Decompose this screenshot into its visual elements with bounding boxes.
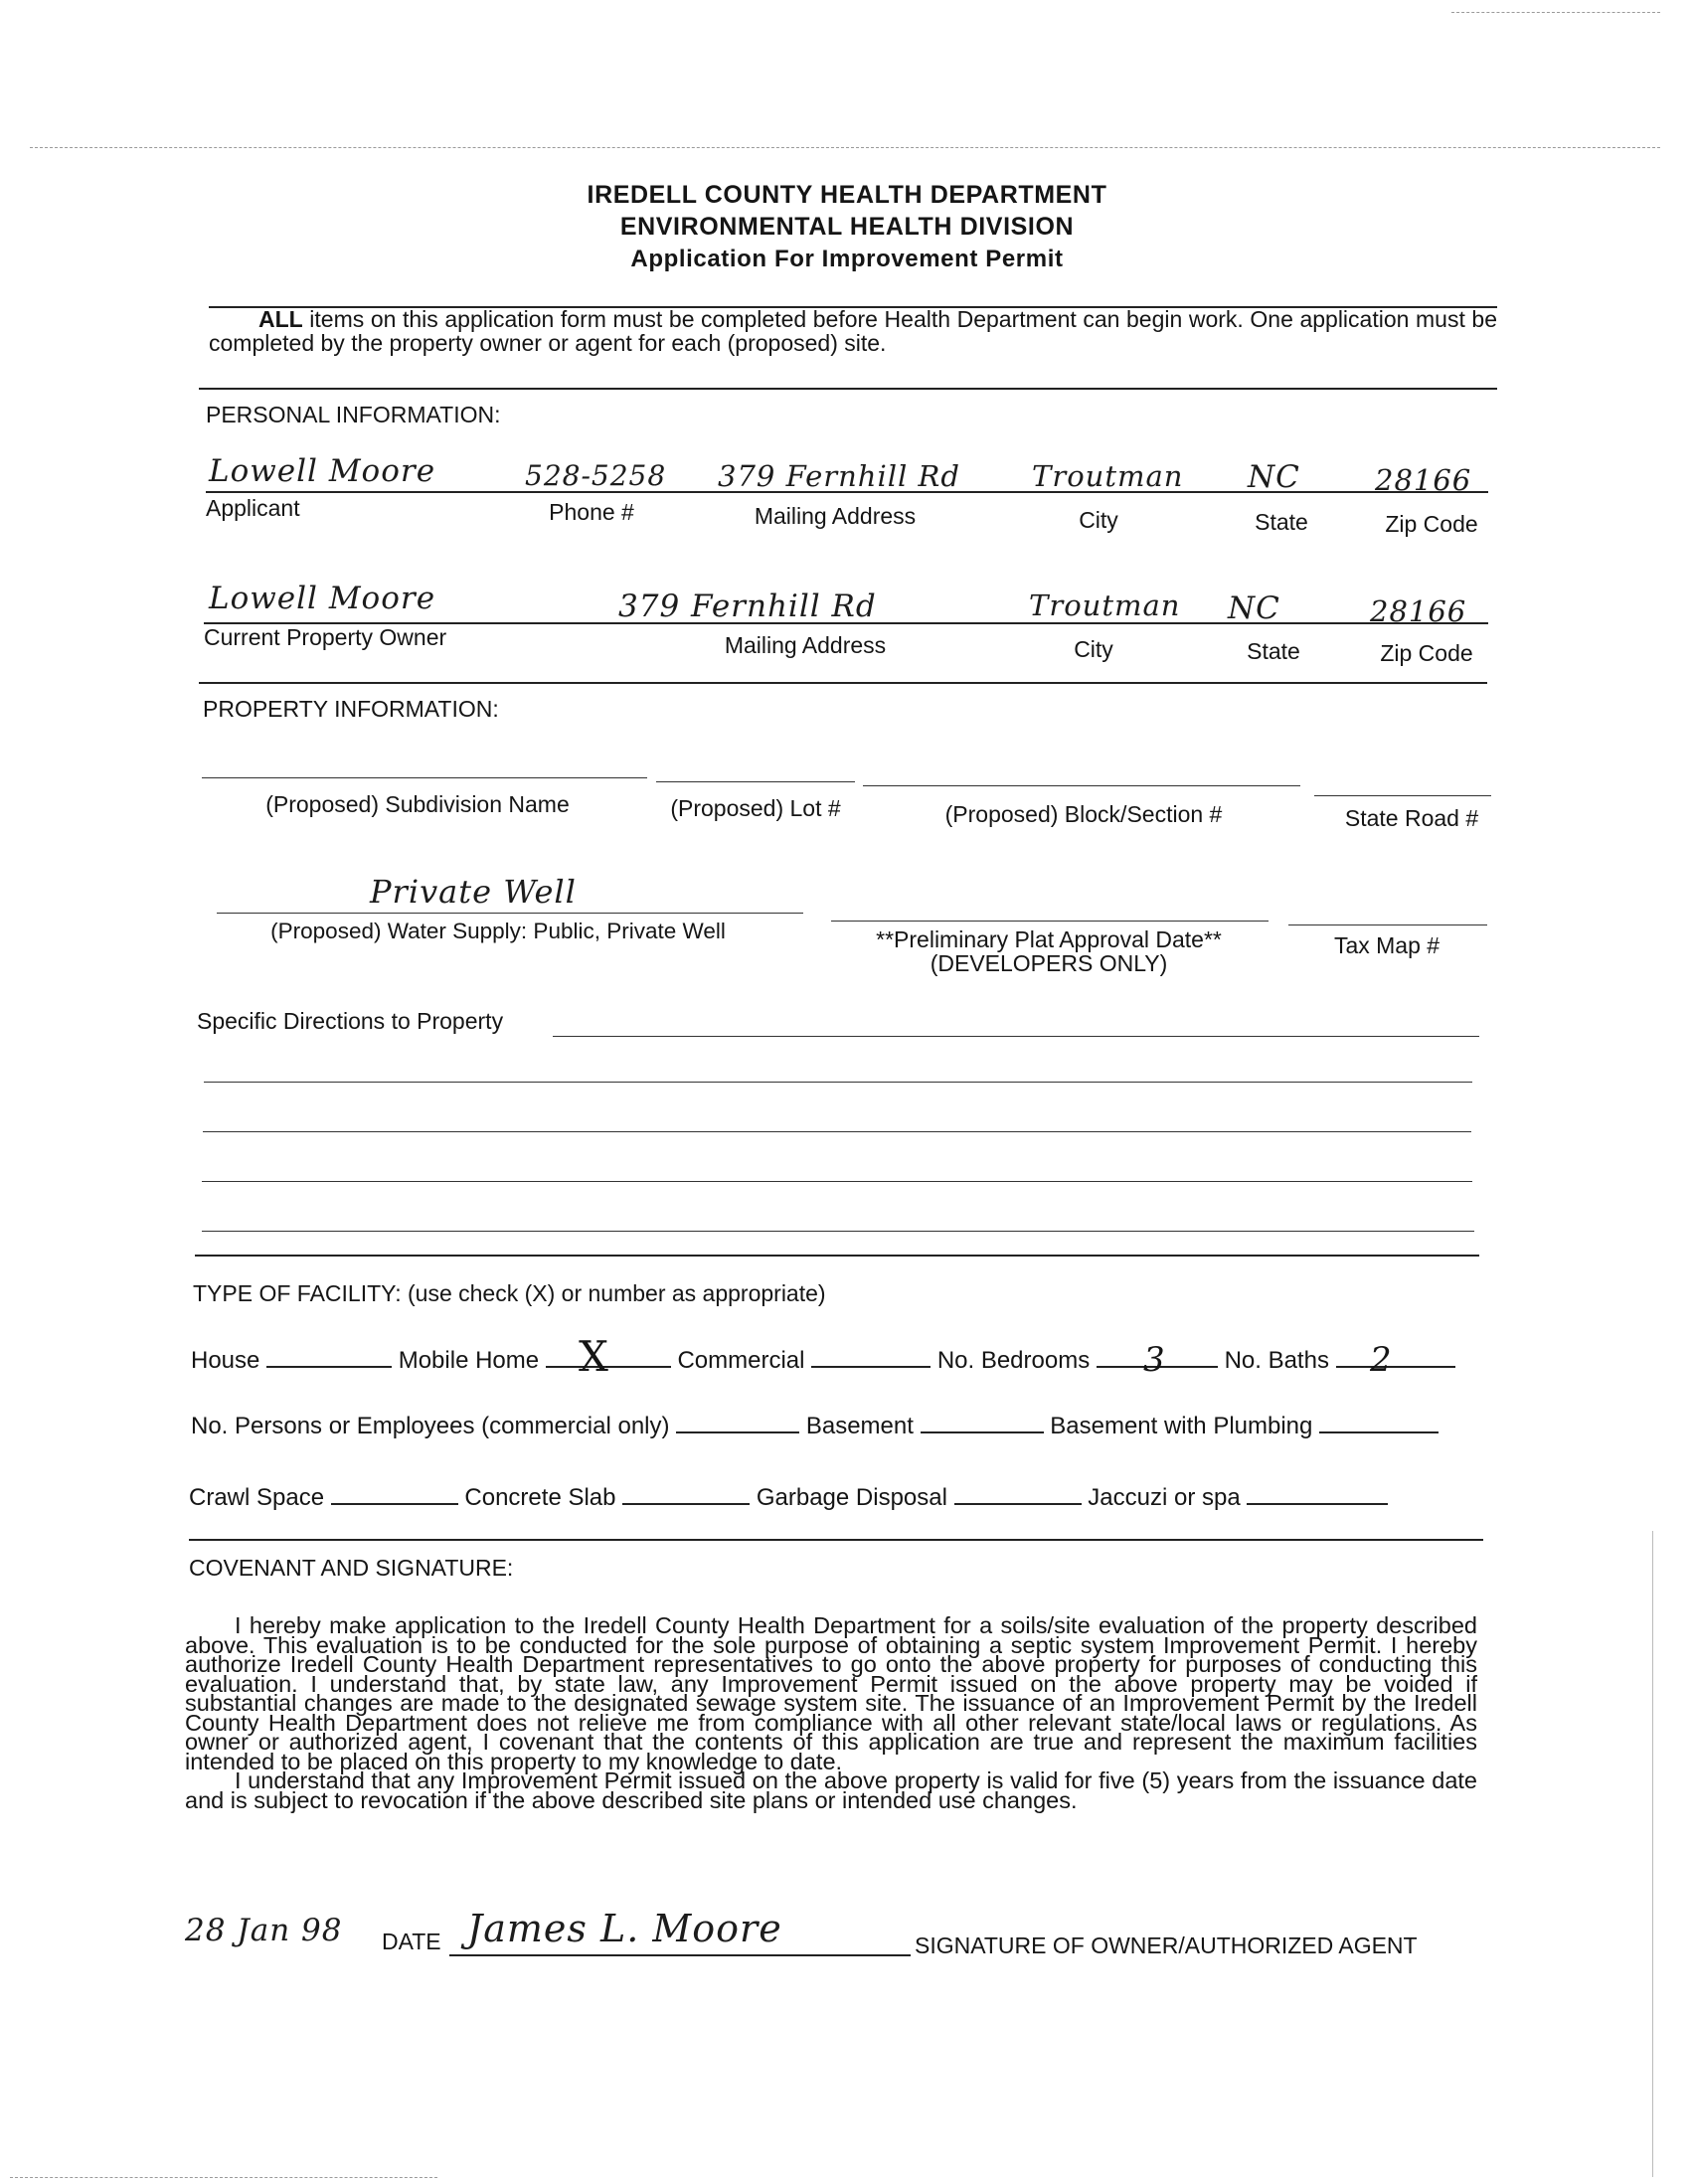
- owner-name-value: Lowell Moore: [209, 581, 436, 616]
- owner-zip-value: 28166: [1370, 594, 1467, 628]
- owner-state-label: State: [1247, 638, 1300, 664]
- property-heading: PROPERTY INFORMATION:: [203, 696, 499, 722]
- persons-label: No. Persons or Employees (commercial only): [191, 1413, 670, 1439]
- applicant-city-label: City: [1079, 507, 1118, 533]
- persons-blank: [676, 1410, 799, 1433]
- taxmap-label: Tax Map #: [1333, 932, 1440, 958]
- house-label: House: [191, 1347, 260, 1374]
- facility-heading: TYPE OF FACILITY: (use check (X) or number as appropriate): [193, 1280, 826, 1306]
- commercial-blank: [811, 1344, 931, 1368]
- directions-line-5: [202, 1231, 1474, 1232]
- basement-label: Basement: [805, 1413, 914, 1439]
- slab-blank: [622, 1481, 750, 1505]
- applicant-address-label: Mailing Address: [754, 503, 917, 529]
- property-bottom-rule: [195, 1255, 1479, 1257]
- owner-address-value: 379 Fernhill Rd: [618, 588, 877, 624]
- intro-bold: ALL: [258, 306, 303, 332]
- owner-city-value: Troutman: [1029, 588, 1181, 622]
- water-supply-value: Private Well: [370, 873, 577, 911]
- owner-address-label: Mailing Address: [724, 632, 887, 658]
- crawl-label: Crawl Space: [189, 1484, 325, 1511]
- covenant-paragraph-1: I hereby make application to the Iredell County Health Department for a soils/site evaluation of the property described above. This evaluation is to be conducted for the sole purpose of obtaining a septic system Improvement Permit. I hereby authorize Iredell County Health Department representatives to go onto the above property for purposes of conducting this evaluation. I understand that, by state law, any Improvement Permit issued on the above property may be voided if substantial changes are made to the designated sewage system site. The issuance of an Improvement Permit by the Iredell County Health Department does not relieve me from compliance with all other relevant state/local laws or regulations. As owner or authorized agent, I covenant that the contents of this application are true and represent the maximum facilities intended to be placed on this property to my knowledge to date.: [185, 1612, 1477, 1774]
- block-line: [863, 785, 1300, 786]
- crawl-blank: [331, 1481, 458, 1505]
- commercial-label: Commercial: [677, 1347, 805, 1374]
- applicant-zip-label: Zip Code: [1385, 511, 1478, 537]
- owner-label: Current Property Owner: [204, 624, 447, 650]
- baths-value: 2: [1370, 1340, 1392, 1380]
- house-blank: [266, 1344, 392, 1368]
- directions-line-4: [202, 1181, 1472, 1182]
- mobile-home-label: Mobile Home: [398, 1347, 540, 1374]
- facility-row-2: [191, 1410, 1439, 1440]
- slab-label: Concrete Slab: [464, 1484, 616, 1511]
- bottom-dotted-line: [10, 2177, 437, 2178]
- covenant-text: [185, 1612, 1477, 1813]
- owner-zip-label: Zip Code: [1380, 640, 1473, 666]
- jacuzzi-label: Jaccuzi or spa: [1088, 1484, 1241, 1511]
- water-label: (Proposed) Water Supply: Public, Private Well: [270, 919, 726, 943]
- top-right-dotted-line: [1451, 12, 1660, 13]
- water-line: [217, 913, 803, 914]
- garbage-label: Garbage Disposal: [756, 1484, 947, 1511]
- subdivision-label: (Proposed) Subdivision Name: [265, 791, 570, 817]
- header-line-2: ENVIRONMENTAL HEALTH DIVISION: [619, 213, 1075, 241]
- personal-bottom-rule: [199, 682, 1487, 684]
- applicant-name-value: Lowell Moore: [209, 453, 436, 489]
- taxmap-line: [1288, 924, 1487, 925]
- applicant-state-value: NC: [1248, 459, 1300, 495]
- signature-label: SIGNATURE OF OWNER/AUTHORIZED AGENT: [915, 1932, 1418, 1958]
- applicant-address-value: 379 Fernhill Rd: [718, 459, 960, 493]
- facility-row-3: [189, 1481, 1388, 1512]
- directions-line-1: [553, 1036, 1479, 1037]
- facility-bottom-rule: [189, 1539, 1483, 1541]
- personal-heading: PERSONAL INFORMATION:: [206, 402, 501, 427]
- basement-plumbing-blank: [1319, 1410, 1439, 1433]
- jacuzzi-blank: [1247, 1481, 1388, 1505]
- applicant-state-label: State: [1255, 509, 1308, 535]
- intro-rest: items on this application form must be completed before Health Department can begin work. One application must be completed by the property owner or agent for each (proposed) site.: [209, 306, 1497, 356]
- signature-line: [449, 1954, 911, 1956]
- mobile-home-check: X: [579, 1332, 608, 1381]
- lot-line: [656, 781, 855, 782]
- covenant-paragraph-2: I understand that any Improvement Permit issued on the above property is valid for five (5) years from the issuance date and is subject to revocation if the above described site plans or intended use changes.: [185, 1767, 1477, 1813]
- garbage-blank: [954, 1481, 1082, 1505]
- date-value: 28 Jan 98: [185, 1913, 343, 1948]
- basement-blank: [921, 1410, 1044, 1433]
- baths-blank: [1336, 1344, 1455, 1368]
- road-line: [1314, 795, 1491, 796]
- top-dotted-line: [30, 147, 1660, 148]
- plat-line: [831, 921, 1269, 922]
- directions-label: Specific Directions to Property: [197, 1008, 504, 1034]
- block-label: (Proposed) Block/Section #: [944, 801, 1223, 827]
- applicant-city-value: Troutman: [1032, 459, 1184, 493]
- applicant-label: Applicant: [206, 495, 300, 521]
- plat-label: **Preliminary Plat Approval Date**: [876, 926, 1222, 952]
- road-label: State Road #: [1344, 805, 1479, 831]
- subdivision-line: [202, 777, 647, 778]
- header-line-3: Application For Improvement Permit: [630, 246, 1064, 272]
- bedrooms-label: No. Bedrooms: [936, 1347, 1091, 1374]
- directions-line-2: [204, 1082, 1472, 1083]
- intro-bottom-rule: [199, 388, 1497, 390]
- owner-city-label: City: [1074, 636, 1113, 662]
- applicant-zip-value: 28166: [1375, 463, 1472, 497]
- header-line-1: IREDELL COUNTY HEALTH DEPARTMENT: [587, 181, 1107, 209]
- date-label: DATE: [382, 1929, 441, 1954]
- owner-state-value: NC: [1228, 590, 1280, 626]
- basement-plumbing-label: Basement with Plumbing: [1050, 1413, 1313, 1439]
- bedrooms-value: 3: [1143, 1340, 1165, 1380]
- plat-note: (DEVELOPERS ONLY): [930, 950, 1168, 976]
- phone-label: Phone #: [549, 499, 634, 525]
- baths-label: No. Baths: [1224, 1347, 1329, 1374]
- intro-text: [209, 307, 1497, 355]
- lot-label: (Proposed) Lot #: [670, 795, 841, 821]
- applicant-line: [206, 491, 1488, 493]
- applicant-phone-value: 528-5258: [525, 459, 667, 492]
- directions-line-3: [203, 1131, 1471, 1132]
- facility-row-1: [191, 1344, 1455, 1375]
- right-edge-mark: [1652, 1531, 1653, 2177]
- covenant-heading: COVENANT AND SIGNATURE:: [189, 1555, 514, 1581]
- signature-value: James L. Moore: [467, 1907, 782, 1950]
